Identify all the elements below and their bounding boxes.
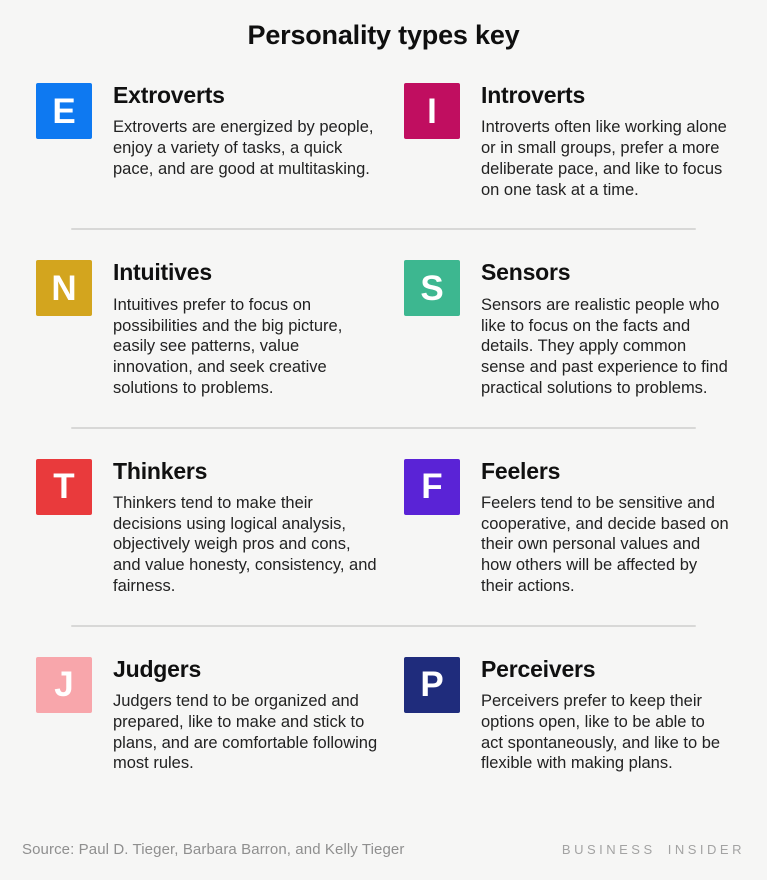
- type-badge-t: T: [36, 459, 92, 515]
- type-entry: [36, 260, 404, 398]
- type-title: Sensors: [481, 259, 571, 286]
- source-text: Source: Paul D. Tieger, Barbara Barron, and Kelly Tieger: [22, 841, 405, 858]
- type-description: Feelers tend to be sensitive and cooperative, and decide based on their own personal values and how others will be affected by their actions.: [481, 493, 729, 596]
- type-badge-j: J: [36, 657, 92, 713]
- row-1: [36, 51, 731, 228]
- type-entry: [404, 260, 731, 398]
- type-title: Perceivers: [481, 655, 596, 682]
- footer: [22, 841, 745, 858]
- type-description: Thinkers tend to make their decisions using logical analysis, objectively weigh pros and cons, and value honesty, consistency, and fairness.: [113, 493, 377, 596]
- type-entry: [404, 83, 731, 200]
- type-title: Judgers: [113, 655, 202, 682]
- type-description: Intuitives prefer to focus on possibilities and the big picture, easily see patterns, value innovation, and seek creative solutions to problems.: [113, 295, 343, 397]
- type-title: Introverts: [481, 82, 586, 108]
- page-title: Personality types key: [247, 20, 520, 50]
- type-entry: [404, 657, 731, 774]
- type-title: Feelers: [481, 457, 561, 484]
- type-badge-f: F: [404, 459, 460, 515]
- type-title: Intuitives: [113, 259, 212, 286]
- type-description: Judgers tend to be organized and prepared, like to make and stick to plans, and are comfortable following most rules.: [113, 692, 378, 773]
- type-description: Perceivers prefer to keep their options open, like to be able to act spontaneously, and like to be flexible with making plans.: [481, 692, 721, 773]
- type-description: Introverts often like working alone or in small groups, prefer a more deliberate pace, and like to focus on one task at a time.: [481, 118, 727, 199]
- row-4: [36, 627, 731, 802]
- type-entry: [36, 459, 404, 597]
- type-title: Thinkers: [113, 457, 208, 484]
- type-badge-p: P: [404, 657, 460, 713]
- type-entry: [404, 459, 731, 597]
- type-badge-i: I: [404, 83, 460, 139]
- type-badge-e: E: [36, 83, 92, 139]
- row-2: [36, 230, 731, 426]
- type-entry: [36, 657, 404, 774]
- type-badge-n: N: [36, 260, 92, 316]
- type-description: Sensors are realistic people who like to focus on the facts and details. They apply common sense and past experience to find practical solutions to problems.: [481, 295, 728, 397]
- type-entry: [36, 83, 404, 180]
- type-title: Extroverts: [113, 82, 225, 108]
- business-insider-logo: BUSINESS INSIDER: [561, 842, 745, 857]
- types-grid: [0, 51, 767, 802]
- type-description: Extroverts are energized by people, enjoy a variety of tasks, a quick pace, and are good at multitasking.: [113, 118, 374, 178]
- row-3: [36, 429, 731, 625]
- type-badge-s: S: [404, 260, 460, 316]
